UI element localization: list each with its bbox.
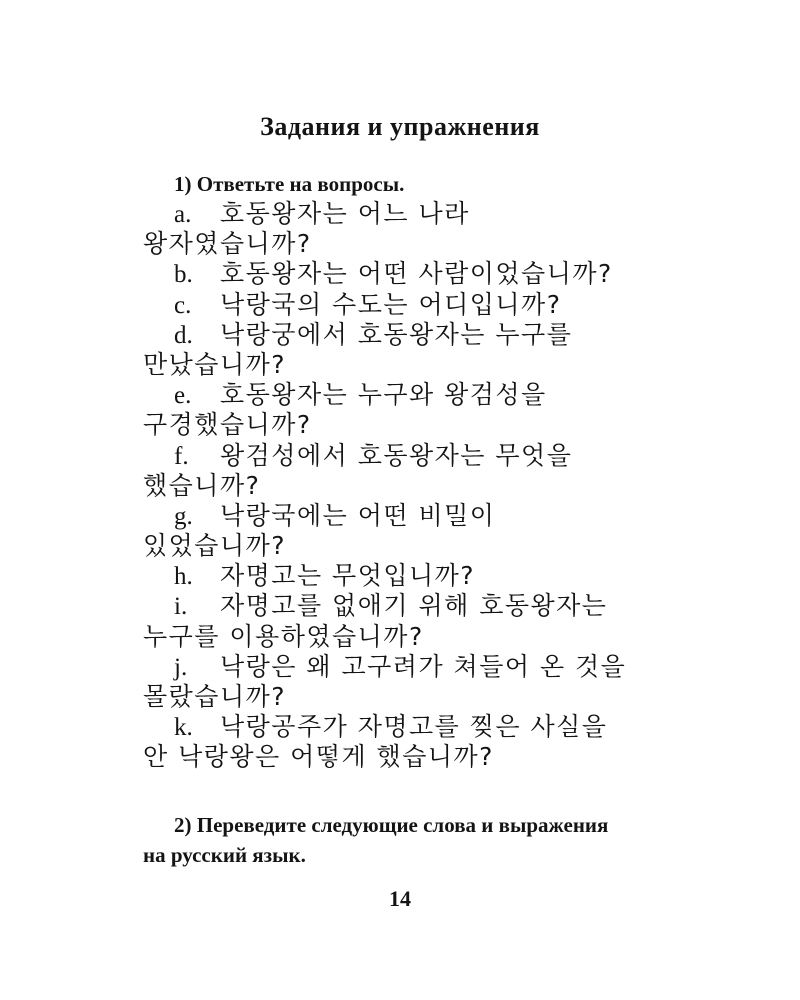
question-continuation: [143, 350, 743, 380]
exercise-2-heading: [143, 810, 743, 870]
question-first-line: [143, 320, 743, 350]
question-text: 호동왕자는 누구와 왕검성을: [220, 380, 547, 410]
question-first-line: [143, 380, 743, 410]
question-item: [143, 441, 743, 501]
exercise-2-line-1: 2) Переведите следующие слова и выражения: [174, 813, 609, 837]
question-continuation: [143, 622, 743, 652]
question-list: [143, 199, 743, 773]
question-first-line: [143, 712, 743, 742]
question-letter: c.: [174, 291, 192, 319]
question-letter: k.: [174, 714, 193, 742]
question-text-continued: 왕자였습니까?: [143, 229, 312, 259]
question-first-line: [143, 652, 743, 682]
question-continuation: [143, 742, 743, 772]
question-text: 자명고는 무엇입니까?: [220, 561, 476, 591]
question-first-line: [143, 561, 743, 591]
page-title: Задания и упражнения: [260, 112, 540, 141]
question-text: 자명고를 없애기 위해 호동왕자는: [220, 591, 608, 621]
question-text: 낙랑국의 수도는 어디입니까?: [220, 289, 562, 319]
question-text-continued: 구경했습니까?: [143, 410, 312, 440]
question-text-continued: 했습니까?: [143, 470, 261, 500]
question-text: 왕검성에서 호동왕자는 무엇을: [220, 440, 573, 470]
question-letter: h.: [174, 563, 193, 591]
question-letter: j.: [174, 653, 188, 681]
question-item: [143, 652, 743, 712]
question-continuation: [143, 471, 743, 501]
question-continuation: [143, 229, 743, 259]
question-text-continued: 안 낙랑왕은 어떻게 했습니까?: [143, 742, 494, 772]
question-continuation: [143, 682, 743, 712]
question-item: [143, 591, 743, 651]
question-text: 낙랑은 왜 고구려가 쳐들어 온 것을: [220, 651, 627, 681]
question-item: [143, 712, 743, 772]
question-first-line: [143, 591, 743, 621]
question-letter: b.: [174, 261, 193, 289]
question-letter: g.: [174, 502, 193, 530]
question-first-line: [143, 290, 743, 320]
question-letter: a.: [174, 201, 192, 228]
question-continuation: [143, 410, 743, 440]
question-text: 호동왕자는 어느 나라: [220, 199, 470, 228]
question-text: 낙랑국에는 어떤 비밀이: [220, 500, 496, 530]
question-item: [143, 380, 743, 440]
question-letter: d.: [174, 321, 193, 349]
question-first-line: [143, 199, 743, 229]
question-letter: e.: [174, 382, 192, 410]
question-item: [143, 320, 743, 380]
exercise-2-line-2: на русский язык.: [143, 843, 306, 867]
question-text-continued: 만났습니까?: [143, 349, 287, 379]
question-first-line: [143, 501, 743, 531]
question-text: 낙랑공주가 자명고를 찢은 사실을: [220, 712, 608, 742]
question-item: [143, 259, 743, 289]
question-text: 호동왕자는 어떤 사람이었습니까?: [220, 259, 613, 289]
question-item: [143, 561, 743, 591]
question-item: [143, 290, 743, 320]
question-letter: f.: [174, 442, 189, 470]
page-number: 14: [389, 886, 411, 911]
question-text: 낙랑궁에서 호동왕자는 누구를: [220, 319, 573, 349]
question-item: [143, 501, 743, 561]
question-first-line: [143, 259, 743, 289]
question-first-line: [143, 441, 743, 471]
question-continuation: [143, 531, 743, 561]
question-text-continued: 몰랐습니까?: [143, 682, 287, 711]
question-text-continued: 누구를 이용하였습니까?: [143, 621, 424, 651]
question-item: [143, 199, 743, 259]
exercise-1-heading: 1) Ответьте на вопросы.: [174, 172, 405, 196]
question-letter: i.: [174, 593, 188, 621]
question-text-continued: 있었습니까?: [143, 531, 287, 561]
